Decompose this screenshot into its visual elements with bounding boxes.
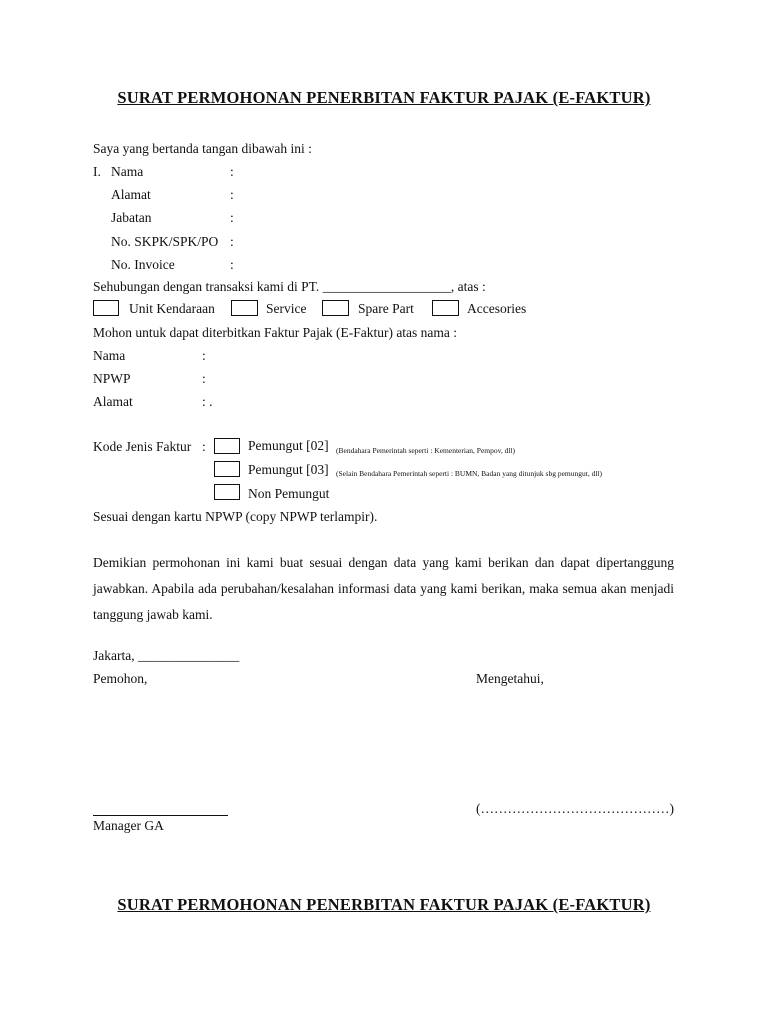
checkbox-pemungut-02[interactable] (214, 438, 240, 454)
applicant-label: Pemohon, (93, 671, 148, 686)
recipient-label-npwp: NPWP (93, 371, 131, 386)
category-label: Spare Part (358, 301, 414, 316)
recipient-label-alamat: Alamat (93, 394, 133, 409)
field-label-invoice: No. Invoice (111, 257, 175, 272)
npwp-note: Sesuai dengan kartu NPWP (copy NPWP terlampir). (93, 509, 378, 524)
category-label: Accesories (467, 301, 527, 316)
field-label-jabatan: Jabatan (111, 210, 152, 225)
option-note-pemungut-02: (Bendahara Pemerintah seperti : Kementerian, Pempov, dll) (336, 446, 516, 455)
place-date: Jakarta, _______________ (93, 648, 240, 663)
applicant-title: Manager GA (93, 818, 164, 833)
category-label: Service (266, 301, 307, 316)
field-colon: : (230, 257, 234, 272)
closing-paragraph: Demikian permohonan ini kami buat sesuai dengan data yang kami berikan dan dapat dipertanggung jawabkan. Apabila ada perubahan/kesalahan informasi data yang kami berikan, maka semua akan menjadi tanggung jawab kami. (93, 555, 674, 622)
option-label-pemungut-02: Pemungut [02] (248, 438, 329, 453)
acknowledged-label: Mengetahui, (476, 671, 544, 686)
checkbox-non-pemungut[interactable] (214, 484, 240, 500)
category-label: Unit Kendaraan (129, 301, 215, 316)
section-number: I. (93, 164, 101, 179)
field-label-alamat: Alamat (111, 187, 151, 202)
signature-line (93, 815, 228, 816)
acknowledger-placeholder: (……………………………………) (476, 801, 674, 816)
kode-jenis-faktur-label: Kode Jenis Faktur (93, 439, 192, 454)
option-label-non-pemungut: Non Pemungut (248, 486, 330, 501)
document-title: SURAT PERMOHONAN PENERBITAN FAKTUR PAJAK (E-FAKTUR) (117, 88, 651, 107)
transaction-line: Sehubungan dengan transaksi kami di PT. ___________________, atas : (93, 279, 486, 294)
option-label-pemungut-03: Pemungut [03] (248, 462, 329, 477)
checkbox-spare-part[interactable] (322, 300, 349, 316)
field-colon: : (202, 439, 206, 454)
repeat-document-title: SURAT PERMOHONAN PENERBITAN FAKTUR PAJAK (E-FAKTUR) (117, 895, 651, 914)
field-colon: : (230, 187, 234, 202)
field-colon: : . (202, 394, 213, 409)
option-note-pemungut-03: (Selain Bendahara Pemerintah seperti : BUMN, Badan yang ditunjuk sbg pemungut, dll) (336, 469, 602, 478)
field-colon: : (202, 348, 206, 363)
field-colon: : (202, 371, 206, 386)
field-label-skpk: No. SKPK/SPK/PO (111, 234, 219, 249)
recipient-label-nama: Nama (93, 348, 126, 363)
field-colon: : (230, 210, 234, 225)
checkbox-pemungut-03[interactable] (214, 461, 240, 477)
checkbox-unit-kendaraan[interactable] (93, 300, 119, 316)
field-label-nama: Nama (111, 164, 144, 179)
request-line: Mohon untuk dapat diterbitkan Faktur Pajak (E-Faktur) atas nama : (93, 325, 458, 340)
intro-text: Saya yang bertanda tangan dibawah ini : (93, 141, 312, 156)
checkbox-accesories[interactable] (432, 300, 459, 316)
field-colon: : (230, 234, 234, 249)
checkbox-service[interactable] (231, 300, 258, 316)
field-colon: : (230, 164, 234, 179)
